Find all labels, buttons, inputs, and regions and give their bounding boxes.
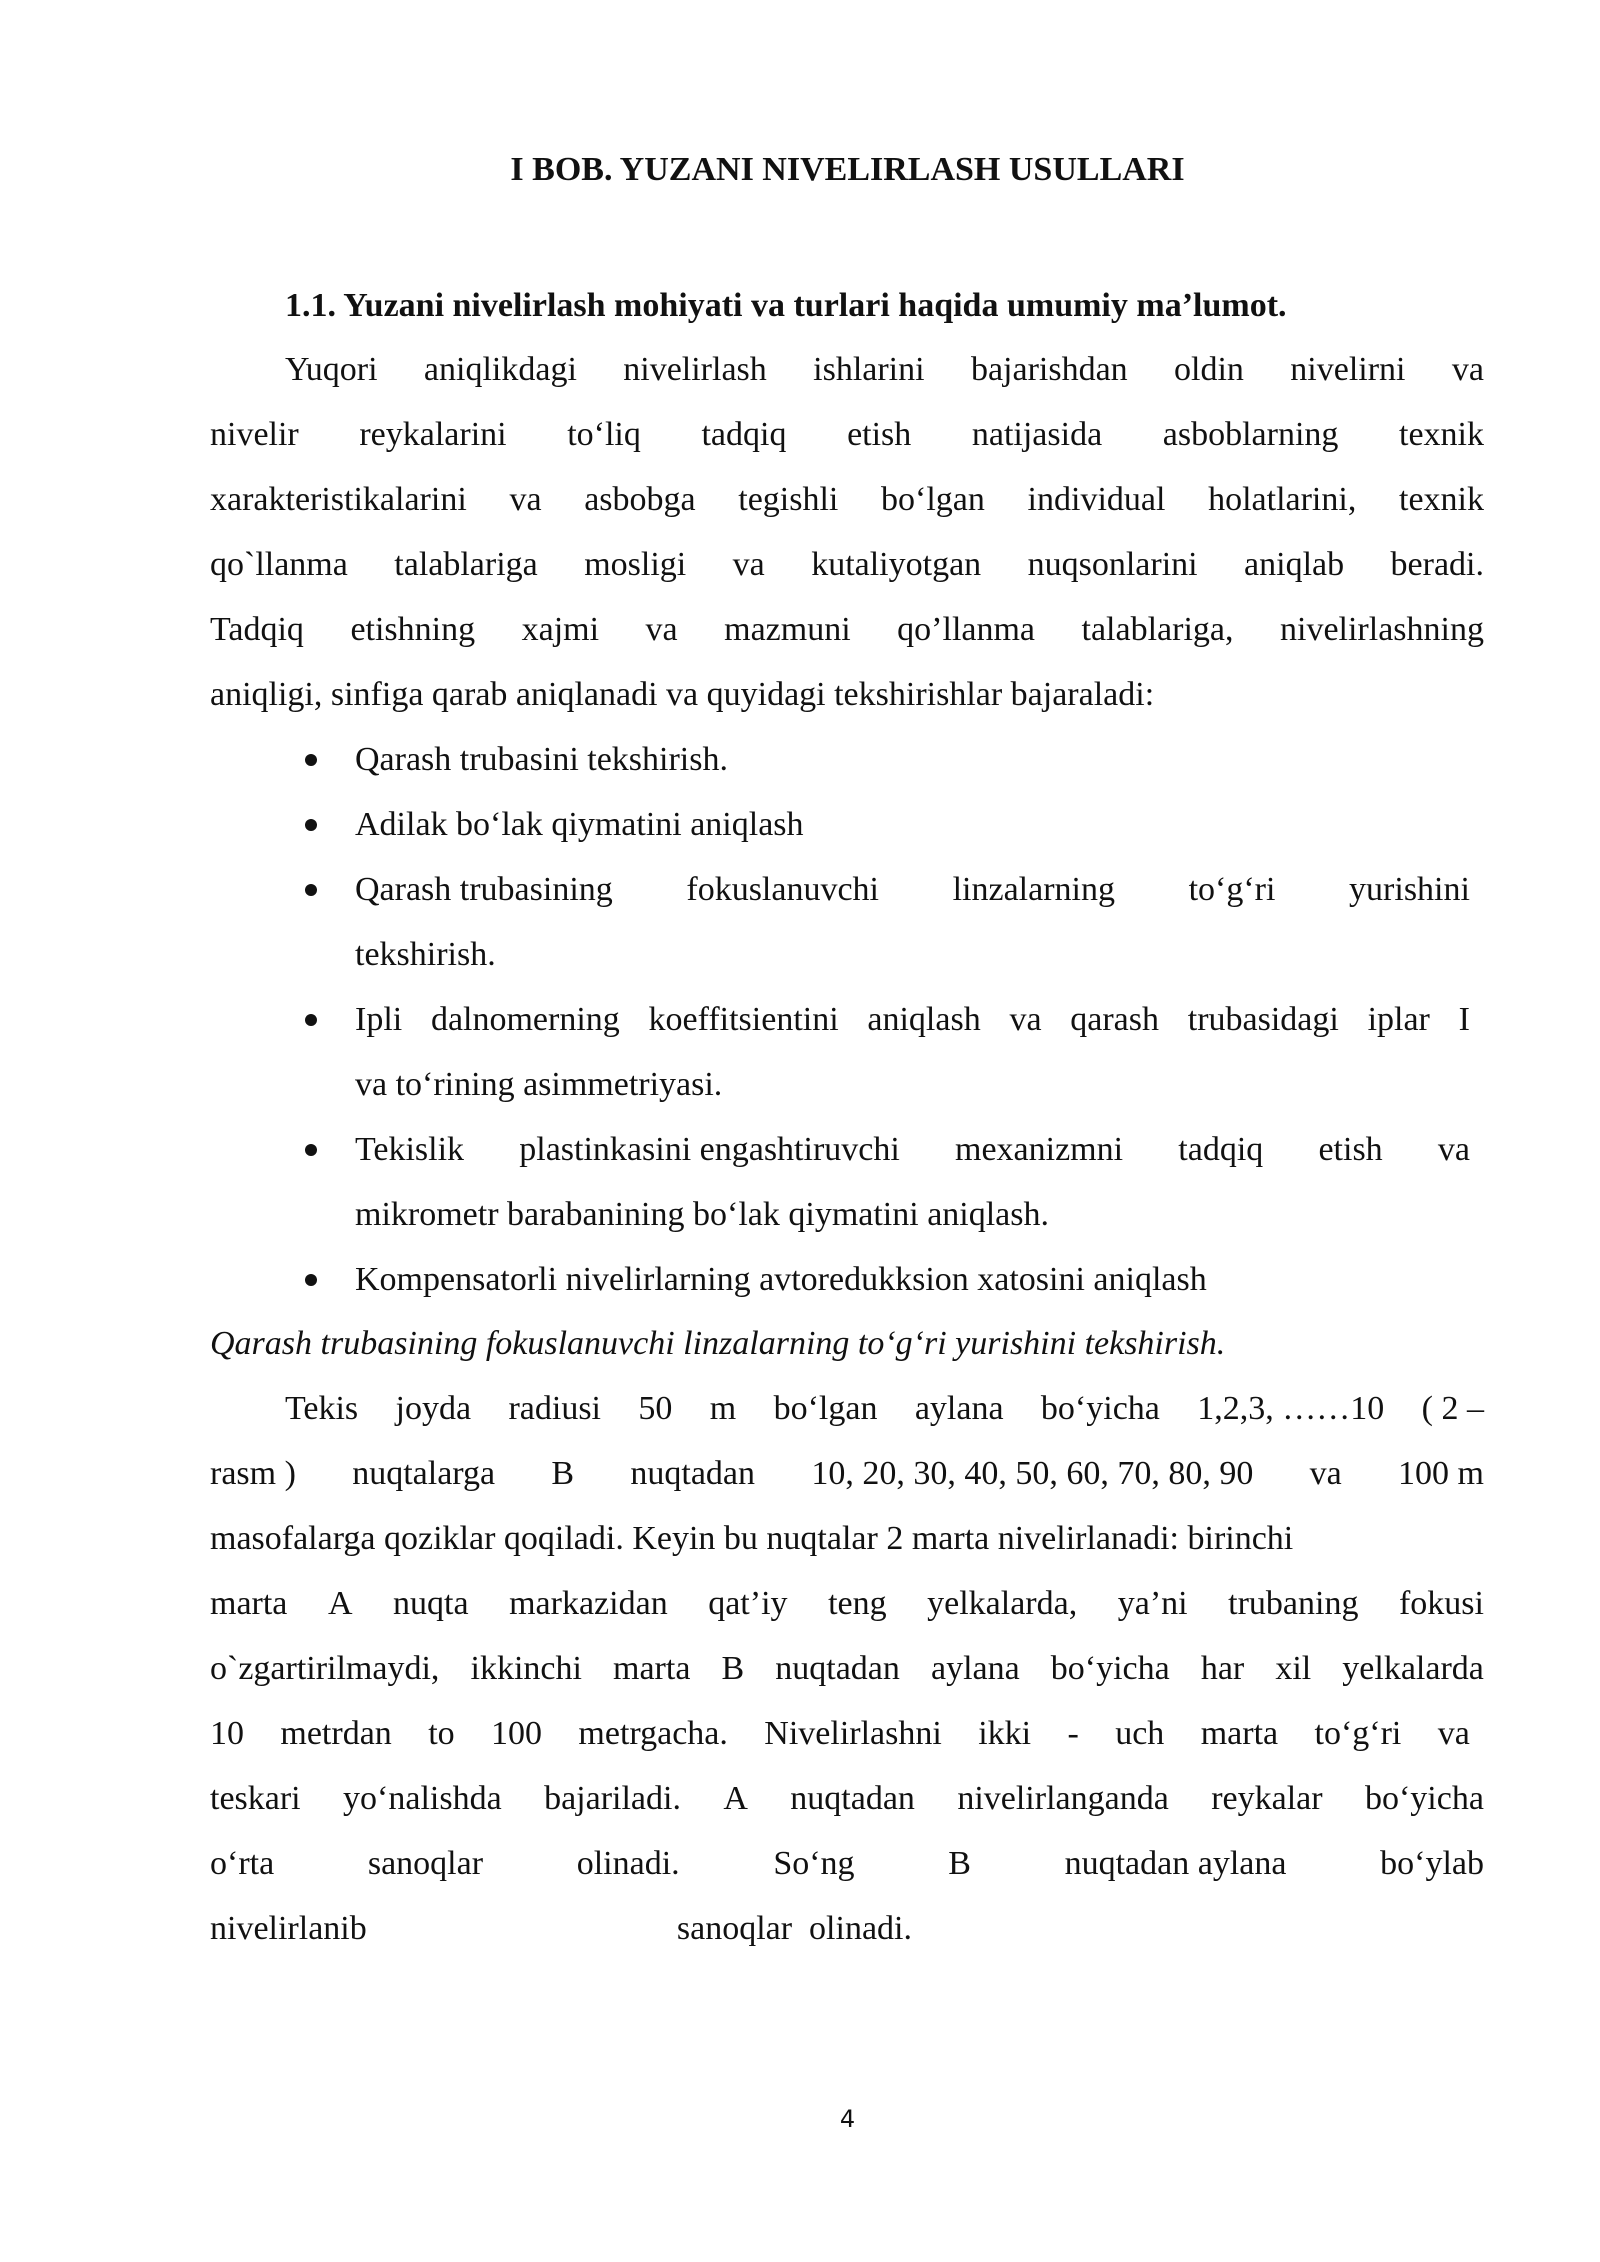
word: teng	[828, 1585, 887, 1622]
word: holatlarini,	[1208, 481, 1357, 518]
word: aniqlab	[1244, 546, 1345, 583]
word: metrgacha.	[578, 1715, 728, 1752]
word: nuqtadan	[630, 1455, 756, 1492]
paragraph-line	[210, 1582, 1484, 1626]
word: bo‘ylab	[1380, 1845, 1484, 1882]
word: va	[1009, 1001, 1042, 1038]
list-item-line	[355, 1128, 1470, 1172]
word: 100	[491, 1715, 543, 1752]
word: texnik	[1399, 416, 1484, 453]
word: reykalarini	[359, 416, 507, 453]
word: bo‘lgan	[773, 1390, 878, 1427]
word: So‘ng	[773, 1845, 855, 1882]
word: metrdan	[280, 1715, 392, 1752]
word: yelkalarda,	[927, 1585, 1078, 1622]
word: va	[645, 611, 678, 648]
word: beradi.	[1390, 546, 1484, 583]
word: va to‘rining asimmetriyasi.	[355, 1066, 723, 1103]
word: talablariga,	[1081, 611, 1234, 648]
word: to‘g‘ri	[1314, 1715, 1402, 1752]
word: nuqtadan	[775, 1650, 900, 1687]
word: va	[1437, 1715, 1470, 1752]
word: Tadqiq	[210, 611, 304, 648]
word: aniqligi, sinfiga qarab aniqlanadi va quyidagi tekshirishlar bajaraladi:	[210, 676, 1155, 713]
word: o‘rta	[210, 1845, 275, 1882]
word: va	[1309, 1455, 1342, 1492]
word: tadqiq	[701, 416, 787, 453]
paragraph-line	[210, 1777, 1484, 1821]
word: va	[509, 481, 542, 518]
word: aylana	[930, 1650, 1020, 1687]
word: -	[1067, 1715, 1079, 1752]
list-item-line	[355, 868, 1470, 912]
word: Qarash trubasini tekshirish.	[355, 741, 728, 778]
word: bo‘yicha	[1040, 1390, 1160, 1427]
word: Tekislik	[355, 1131, 465, 1168]
word: trubaning	[1228, 1585, 1359, 1622]
word: I	[1458, 1001, 1470, 1038]
word: texnik	[1399, 481, 1484, 518]
word: sanoqlar olinadi.	[676, 1910, 912, 1947]
word: dalnomerning	[430, 1001, 620, 1038]
paragraph-line	[210, 413, 1484, 457]
word: masofalarga qoziklar qoqiladi. Keyin bu nuqtalar 2 marta nivelirlanadi: birinchi	[210, 1520, 1294, 1557]
word: marta	[210, 1585, 288, 1622]
list-item-line	[355, 933, 496, 977]
word: Yuqori	[285, 351, 378, 388]
word: bo‘yicha	[1364, 1780, 1484, 1817]
word: tekshirish.	[355, 936, 496, 973]
list-item-line	[355, 1193, 1049, 1237]
word: rasm )	[210, 1455, 296, 1492]
word: iplar	[1367, 1001, 1430, 1038]
paragraph-line	[210, 1907, 912, 1951]
word: ikki	[978, 1715, 1032, 1752]
word: nivelirlanib	[210, 1910, 367, 1947]
word: trubasidagi	[1187, 1001, 1339, 1038]
word: bajariladi.	[544, 1780, 681, 1817]
bullet-marker	[305, 819, 317, 831]
word: joyda	[395, 1390, 472, 1427]
word: individual	[1027, 481, 1166, 518]
word: qarash	[1070, 1001, 1160, 1038]
list-item-line	[355, 1258, 1207, 1302]
bullet-marker	[305, 884, 317, 896]
paragraph-line	[285, 348, 1484, 392]
word: Kompensatorli nivelirlarning avtoredukksion xatosini aniqlash	[355, 1261, 1207, 1298]
word: natijasida	[971, 416, 1103, 453]
word: marta	[613, 1650, 691, 1687]
word: qo`llanma	[210, 546, 348, 583]
word: qat’iy	[708, 1585, 788, 1622]
paragraph-line	[210, 1647, 1484, 1691]
paragraph-line	[210, 673, 1154, 717]
paragraph-line	[210, 478, 1484, 522]
word: kutaliyotgan	[811, 546, 982, 583]
word: xil	[1275, 1650, 1312, 1687]
word: aniqlash	[867, 1001, 981, 1038]
word: va	[732, 546, 765, 583]
word: Adilak bo‘lak qiymatini aniqlash	[355, 806, 804, 843]
word: va	[1451, 351, 1484, 388]
word: m	[709, 1390, 737, 1427]
word: 10, 20, 30, 40, 50, 60, 70, 80, 90	[811, 1455, 1254, 1492]
word: koeffitsientini	[648, 1001, 839, 1038]
word: ya’ni	[1117, 1585, 1188, 1622]
section-heading: 1.1. Yuzani nivelirlash mohiyati va turlari haqida umumiy ma’lumot.	[285, 287, 1287, 324]
word: marta	[1200, 1715, 1279, 1752]
word: aylana	[914, 1390, 1004, 1427]
word: to‘liq	[567, 416, 641, 453]
word: mexanizmni	[955, 1131, 1124, 1168]
paragraph-line	[210, 1712, 1470, 1756]
word: tadqiq	[1178, 1131, 1264, 1168]
list-item-line	[355, 738, 728, 782]
word: A	[723, 1780, 748, 1817]
paragraph-line	[210, 1517, 1293, 1561]
word: nuqtadan aylana	[1064, 1845, 1287, 1882]
paragraph-line	[210, 543, 1484, 587]
word: uch	[1115, 1715, 1165, 1752]
paragraph-line	[285, 1387, 1484, 1431]
word: ikkinchi	[470, 1650, 582, 1687]
word: nivelirlash	[623, 351, 767, 388]
word: bo‘lgan	[881, 481, 985, 518]
word: o`zgartirilmaydi,	[210, 1650, 440, 1687]
word: to‘g‘ri	[1188, 871, 1276, 908]
bullet-marker	[305, 1144, 317, 1156]
word: 1,2,3, ……10	[1197, 1390, 1385, 1427]
word: fokusi	[1398, 1585, 1484, 1622]
word: nivelirlashning	[1280, 611, 1484, 648]
word: nuqtadan	[790, 1780, 915, 1817]
word: yo‘nalishda	[343, 1780, 502, 1817]
word: fokuslanuvchi	[686, 871, 880, 908]
word: nivelirlanganda	[957, 1780, 1169, 1817]
bullet-marker	[305, 1274, 317, 1286]
word: etish	[1318, 1131, 1383, 1168]
word: mosligi	[584, 546, 687, 583]
word: nivelirni	[1290, 351, 1406, 388]
word: etish	[847, 416, 912, 453]
word: nuqsonlarini	[1027, 546, 1198, 583]
word: 100 m	[1398, 1455, 1484, 1492]
word: nuqtalarga	[352, 1455, 496, 1492]
word: bo‘yicha	[1050, 1650, 1170, 1687]
word: reykalar	[1211, 1780, 1323, 1817]
word: xajmi	[521, 611, 600, 648]
word: har	[1200, 1650, 1245, 1687]
word: B	[551, 1455, 575, 1492]
word: to	[428, 1715, 455, 1752]
word: talablariga	[394, 546, 538, 583]
word: ishlarini	[813, 351, 925, 388]
word: yelkalarda	[1342, 1650, 1484, 1687]
word: va	[1437, 1131, 1470, 1168]
page-number: 4	[839, 2105, 856, 2133]
list-item-line	[355, 803, 804, 847]
word: nuqta	[393, 1585, 469, 1622]
word: oldin	[1174, 351, 1244, 388]
word: qo’llanma	[897, 611, 1036, 648]
word: Nivelirlashni	[764, 1715, 942, 1752]
word: mazmuni	[724, 611, 851, 648]
word: tegishli	[738, 481, 839, 518]
word: etishning	[350, 611, 476, 648]
word: Ipli	[355, 1001, 403, 1038]
word: Qarash trubasining	[355, 871, 613, 908]
word: nivelir	[210, 416, 299, 453]
word: linzalarning	[952, 871, 1115, 908]
word: A	[327, 1585, 353, 1622]
word: teskari	[210, 1780, 301, 1817]
bullet-marker	[305, 1014, 317, 1026]
list-item-line	[355, 998, 1470, 1042]
word: sanoqlar	[367, 1845, 484, 1882]
word: bajarishdan	[970, 351, 1128, 388]
paragraph-line	[210, 1452, 1484, 1496]
word: xarakteristikalarini	[210, 481, 467, 518]
word: B	[948, 1845, 971, 1882]
italic-subheading: Qarash trubasining fokuslanuvchi linzalarning to‘g‘ri yurishini tekshirish.	[210, 1325, 1226, 1362]
bullet-marker	[305, 754, 317, 766]
word: Tekis	[285, 1390, 359, 1427]
word: asbobga	[584, 481, 696, 518]
word: B	[721, 1650, 745, 1687]
word: markazidan	[509, 1585, 668, 1622]
word: ( 2 –	[1421, 1390, 1484, 1427]
word: 50	[638, 1390, 673, 1427]
word: yurishini	[1349, 871, 1470, 908]
paragraph-line	[210, 608, 1484, 652]
word: 10	[210, 1715, 244, 1752]
list-item-line	[355, 1063, 722, 1107]
word: olinadi.	[576, 1845, 680, 1882]
word: radiusi	[508, 1390, 602, 1427]
word: aniqlikdagi	[423, 351, 577, 388]
chapter-title: I BOB. YUZANI NIVELIRLASH USULLARI	[510, 151, 1185, 188]
paragraph-line	[210, 1842, 1484, 1886]
word: plastinkasini engashtiruvchi	[519, 1131, 900, 1168]
word: mikrometr barabanining bo‘lak qiymatini aniqlash.	[355, 1196, 1049, 1233]
word: asboblarning	[1162, 416, 1339, 453]
